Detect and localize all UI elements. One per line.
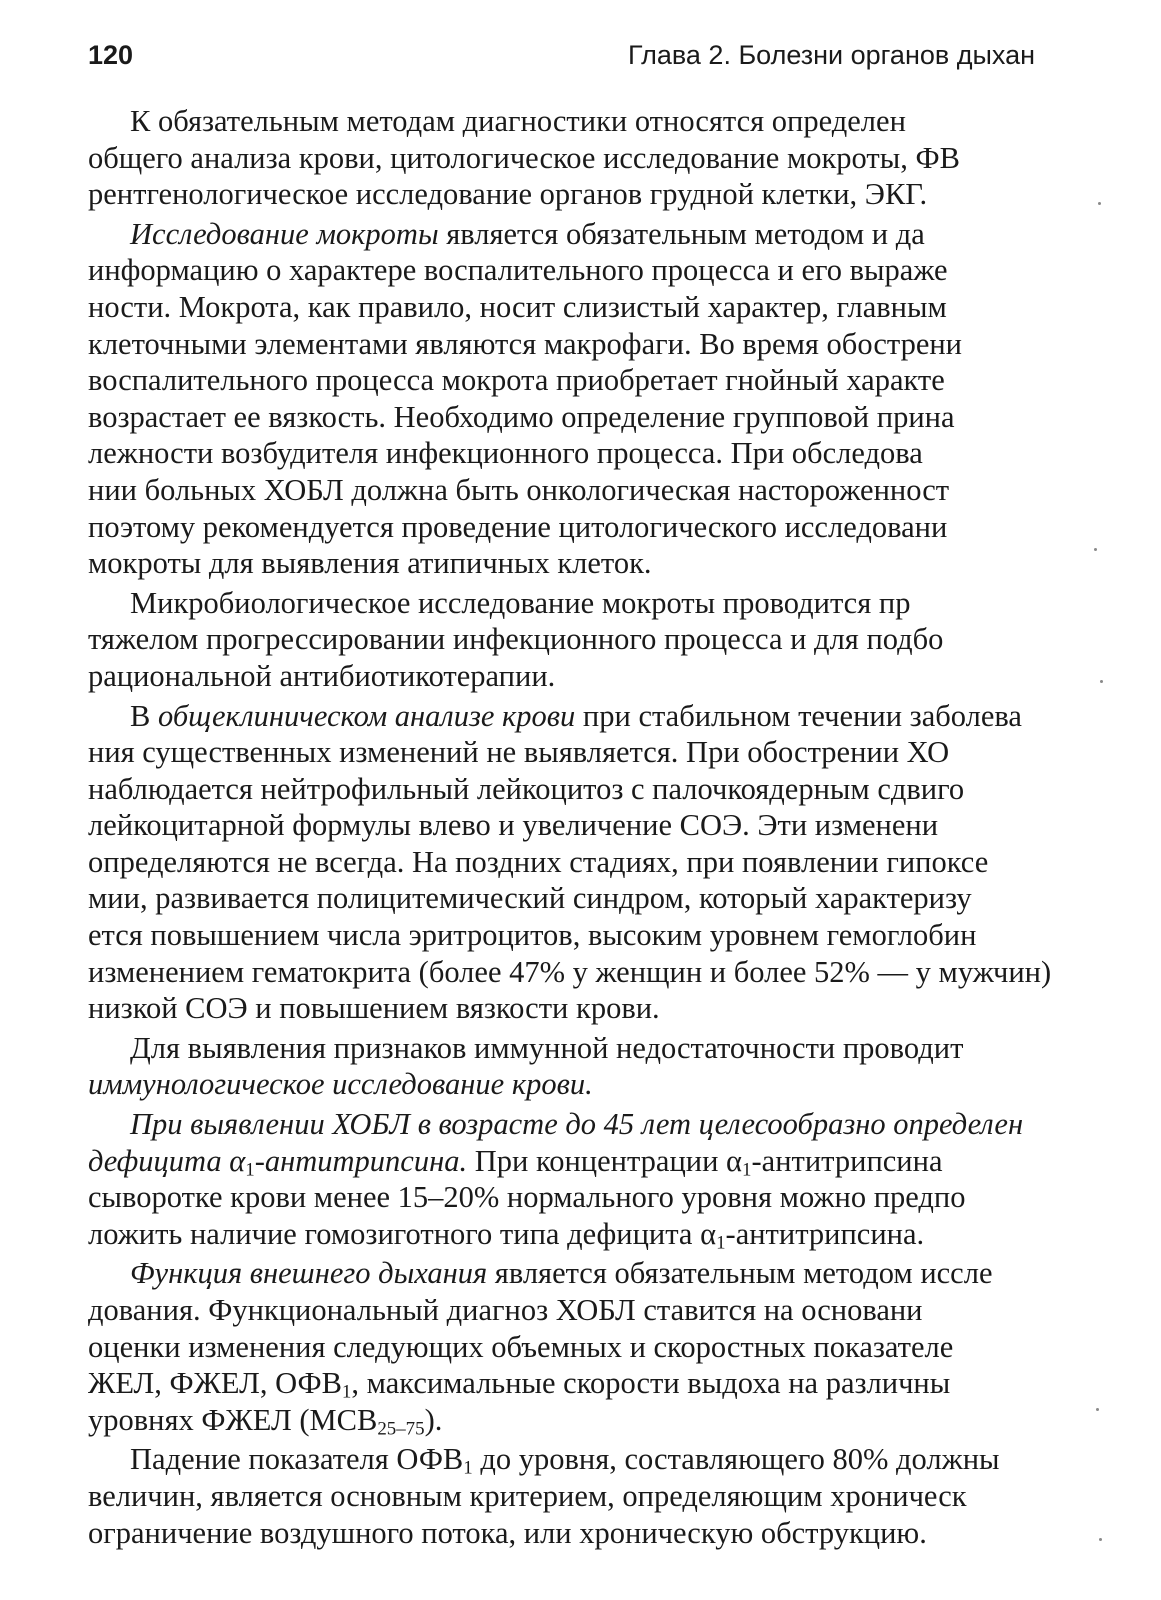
text-line: [88, 1365, 1078, 1402]
text-run: Микробиологическое исследование мокроты проводится пр: [130, 585, 911, 620]
text-line: [88, 472, 1078, 509]
text-run: является обязательным методом и да: [438, 216, 925, 251]
text-line: [88, 399, 1078, 436]
paragraph: [88, 1106, 1078, 1252]
text-run: нии больных ХОБЛ должна быть онкологическая настороженност: [88, 472, 950, 507]
text-run: определяются не всегда. На поздних стадиях, при появлении гипоксе: [88, 844, 989, 879]
italic-text: Исследование мокроты: [130, 216, 439, 251]
text-line: [88, 990, 1078, 1027]
text-line: [88, 1216, 1078, 1253]
text-line: [88, 176, 1078, 213]
text-run: Падение показателя ОФВ: [130, 1442, 464, 1477]
paragraph: [88, 216, 1078, 582]
text-run: лейкоцитарной формулы влево и увеличение СОЭ. Эти изменени: [88, 808, 939, 843]
text-line: [88, 880, 1078, 917]
subscript: 1: [742, 1159, 752, 1180]
text-line: [88, 1478, 1078, 1515]
text-line: [88, 1441, 1078, 1478]
text-line: [88, 252, 1078, 289]
text-run: ).: [424, 1402, 443, 1437]
page-number: 120: [88, 40, 134, 70]
text-line: [88, 1402, 1078, 1439]
text-run: -антитрипсина.: [725, 1216, 925, 1251]
text-run: уровнях ФЖЕЛ (МСВ: [88, 1402, 378, 1437]
text-line: [88, 216, 1078, 253]
scan-speck: [1098, 202, 1101, 205]
text-run: является обязательным методом иссле: [487, 1256, 993, 1291]
text-line: [88, 289, 1078, 326]
italic-text: общеклиническом анализе крови: [157, 698, 576, 733]
text-run: ограничение воздушного потока, или хроническую обструкцию.: [88, 1515, 927, 1550]
text-line: [88, 103, 1078, 140]
text-run: при стабильном течении заболева: [575, 698, 1022, 733]
paragraph: [88, 1441, 1078, 1551]
text-run: низкой СОЭ и повышением вязкости крови.: [88, 991, 660, 1026]
text-line: [88, 734, 1078, 771]
text-line: [88, 844, 1078, 881]
text-run: В: [130, 698, 158, 733]
text-run: рентгенологическое исследование органов грудной клетки, ЭКГ.: [88, 177, 928, 212]
text-line: [88, 658, 1078, 695]
text-run: мокроты для выявления атипичных клеток.: [88, 546, 652, 581]
text-line: [88, 698, 1078, 735]
text-line: [88, 1106, 1078, 1143]
subscript: 1: [341, 1381, 352, 1402]
paragraph: [88, 103, 1078, 213]
subscript: 1: [245, 1159, 255, 1180]
text-run: возрастает ее вязкость. Необходимо определение групповой прина: [88, 399, 955, 434]
text-line: [88, 140, 1078, 177]
scan-speck: [1096, 1408, 1099, 1411]
running-header: [88, 40, 1088, 84]
chapter-title: Глава 2. Болезни органов дыхан: [628, 40, 1036, 70]
text-run: ности. Мокрота, как правило, носит слизистый характер, главным: [88, 289, 947, 324]
text-line: [88, 585, 1078, 622]
text-run: информацию о характере воспалительного процесса и его выраже: [88, 253, 948, 288]
subscript: 1: [716, 1232, 726, 1253]
text-run: общего анализа крови, цитологическое исследование мокроты, ФВ: [88, 140, 960, 175]
text-line: [88, 1255, 1078, 1292]
italic-text: иммунологическое исследование крови.: [88, 1067, 593, 1102]
text-run: К обязательным методам диагностики относятся определен: [130, 104, 906, 138]
text-run: оценки изменения следующих объемных и скоростных показателе: [88, 1329, 954, 1364]
scan-speck: [1100, 680, 1103, 683]
text-run: сыворотке крови менее 15–20% нормального уровня можно предпо: [88, 1180, 966, 1215]
paragraph: [88, 1255, 1078, 1438]
italic-text: При выявлении ХОБЛ в возрасте до 45 лет целесообразно определен: [130, 1107, 1024, 1142]
text-run: изменением гематокрита (более 47% у женщин и более 52% — у мужчин): [88, 954, 1052, 989]
text-run: воспалительного процесса мокрота приобретает гнойный характе: [88, 363, 945, 398]
italic-text: Функция внешнего дыхания: [130, 1256, 488, 1291]
italic-text: дефицита α: [88, 1143, 246, 1178]
text-run: Для выявления признаков иммунной недостаточности проводит: [130, 1030, 964, 1065]
text-line: [88, 1179, 1078, 1216]
subscript: 1: [463, 1458, 473, 1478]
text-run: величин, является основным критерием, определяющим хроническ: [88, 1478, 967, 1513]
text-run: тяжелом прогрессировании инфекционного процесса и для подбо: [88, 622, 944, 657]
text-line: [88, 954, 1078, 991]
italic-text: -антитрипсина.: [254, 1143, 468, 1178]
text-run: -антитрипсина: [751, 1143, 943, 1178]
text-run: мии, развивается полицитемический синдром, который характеризу: [88, 881, 972, 916]
text-line: [88, 1143, 1078, 1180]
text-run: ется повышением числа эритроцитов, высоким уровнем гемоглобин: [88, 918, 977, 953]
text-run: рациональной антибиотикотерапии.: [88, 658, 556, 693]
text-line: [88, 1292, 1078, 1329]
text-run: до уровня, составляющего 80% должны: [472, 1442, 1000, 1477]
text-line: [88, 1030, 1078, 1067]
text-line: [88, 435, 1078, 472]
paragraph: [88, 1030, 1078, 1103]
text-run: ложить наличие гомозиготного типа дефицита α: [88, 1216, 717, 1251]
text-run: дования. Функциональный диагноз ХОБЛ ставится на основани: [88, 1293, 923, 1327]
text-run: клеточными элементами являются макрофаги. Во время обострени: [88, 326, 963, 361]
text-run: , максимальные скорости выдоха на различны: [351, 1366, 951, 1401]
text-line: [88, 545, 1078, 582]
text-run: лежности возбудителя инфекционного процесса. При обследова: [88, 436, 923, 471]
text-line: [88, 1066, 1078, 1103]
paragraph: [88, 585, 1078, 695]
text-line: [88, 362, 1078, 399]
scan-speck: [1094, 548, 1097, 551]
text-run: ния существенных изменений не выявляется. При обострении ХО: [88, 735, 950, 770]
subscript: 25–75: [377, 1418, 425, 1439]
text-run: ЖЕЛ, ФЖЕЛ, ОФВ: [88, 1366, 342, 1401]
text-run: поэтому рекомендуется проведение цитологического исследовани: [88, 509, 948, 544]
text-line: [88, 771, 1078, 808]
scan-speck: [1099, 1538, 1102, 1541]
text-line: [88, 807, 1078, 844]
text-run: При концентрации α: [467, 1143, 743, 1178]
paragraph: [88, 698, 1078, 1027]
text-line: [88, 326, 1078, 363]
text-run: наблюдается нейтрофильный лейкоцитоз с палочкоядерным сдвиго: [88, 771, 965, 806]
text-line: [88, 917, 1078, 954]
body-text: [88, 103, 1078, 1554]
text-line: [88, 621, 1078, 658]
text-line: [88, 1515, 1078, 1552]
text-line: [88, 1329, 1078, 1366]
text-line: [88, 509, 1078, 546]
